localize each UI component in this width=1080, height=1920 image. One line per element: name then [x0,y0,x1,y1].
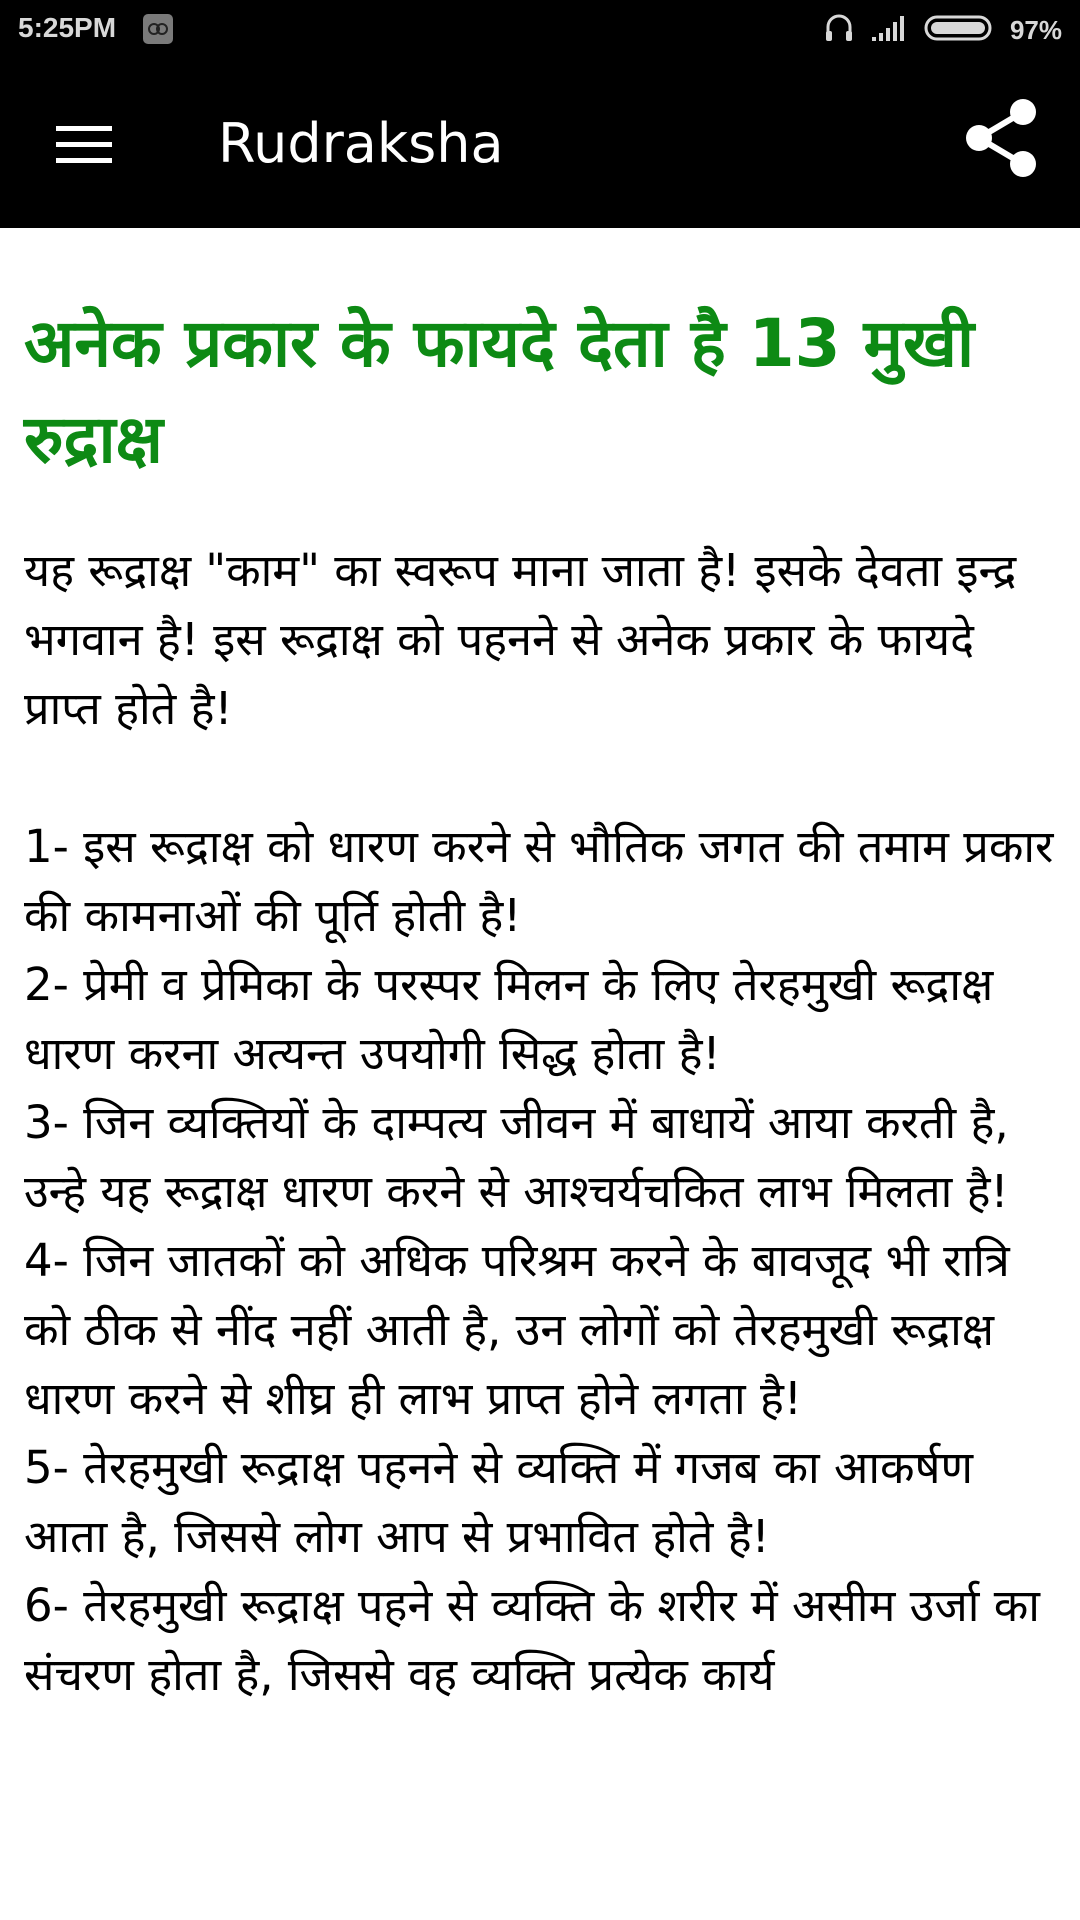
list-item: 2- प्रेमी व प्रेमिका के परस्पर मिलन के लिए तेरहमुखी रूद्राक्ष धारण करना अत्यन्त उपयोगी सिद्ध होता है! [24,958,994,1080]
list-item: 5- तेरहमुखी रूद्राक्ष पहनने से व्यक्ति में गजब का आकर्षण आता है, जिससे लोग आप से प्रभावित होते है! [24,1441,974,1563]
app-bar [0,60,1080,228]
status-time: 5:25PM [18,12,117,43]
hamburger-menu-icon [54,122,114,170]
article-content [24,228,1054,1709]
paragraph-spacer [24,743,1054,812]
menu-button[interactable] [40,106,128,186]
signal-icon [870,13,910,47]
status-indicators [822,10,1062,50]
status-bar [0,0,1080,60]
article-intro: यह रूद्राक्ष "काम" का स्वरूप माना जाता है! इसके देवता इन्द्र भगवान है! इस रूद्राक्ष को पहनने से अनेक प्रकार के फायदे प्राप्त होते है! [24,544,1017,735]
article-body [24,536,1054,1709]
article-title: अनेक प्रकार के फायदे देता है 13 मुखी रुद्राक्ष [24,305,975,478]
battery-percent: 97% [1009,14,1062,45]
battery-icon [924,13,996,47]
app-notification-icon [143,14,173,44]
list-item: 1- इस रूद्राक्ष को धारण करने से भौतिक जगत की तमाम प्रकार की कामनाओं की पूर्ति होती है! [24,820,1054,942]
headset-icon [822,11,856,49]
list-item: 4- जिन जातकों को अधिक परिश्रम करने के बावजूद भी रात्रि को ठीक से नींद नहीं आती है, उन लोगों को तेरहमुखी रूद्राक्ष धारण करने से शीघ्र ही लाभ प्राप्त होने लगता है! [24,1234,1010,1425]
app-title: Rudraksha [218,112,504,175]
list-item: 3- जिन व्यक्तियों के दाम्पत्य जीवन में बाधायें आया करती है, उन्हे यह रूद्राक्ष धारण करने से आश्चर्यचकित लाभ मिलता है! [24,1096,1009,1218]
share-icon [963,96,1041,184]
list-item: 6- तेरहमुखी रूद्राक्ष पहने से व्यक्ति के शरीर में असीम उर्जा का संचरण होता है, जिससे वह व्यक्ति प्रत्येक कार्य [24,1579,1040,1701]
share-button[interactable] [962,98,1042,182]
